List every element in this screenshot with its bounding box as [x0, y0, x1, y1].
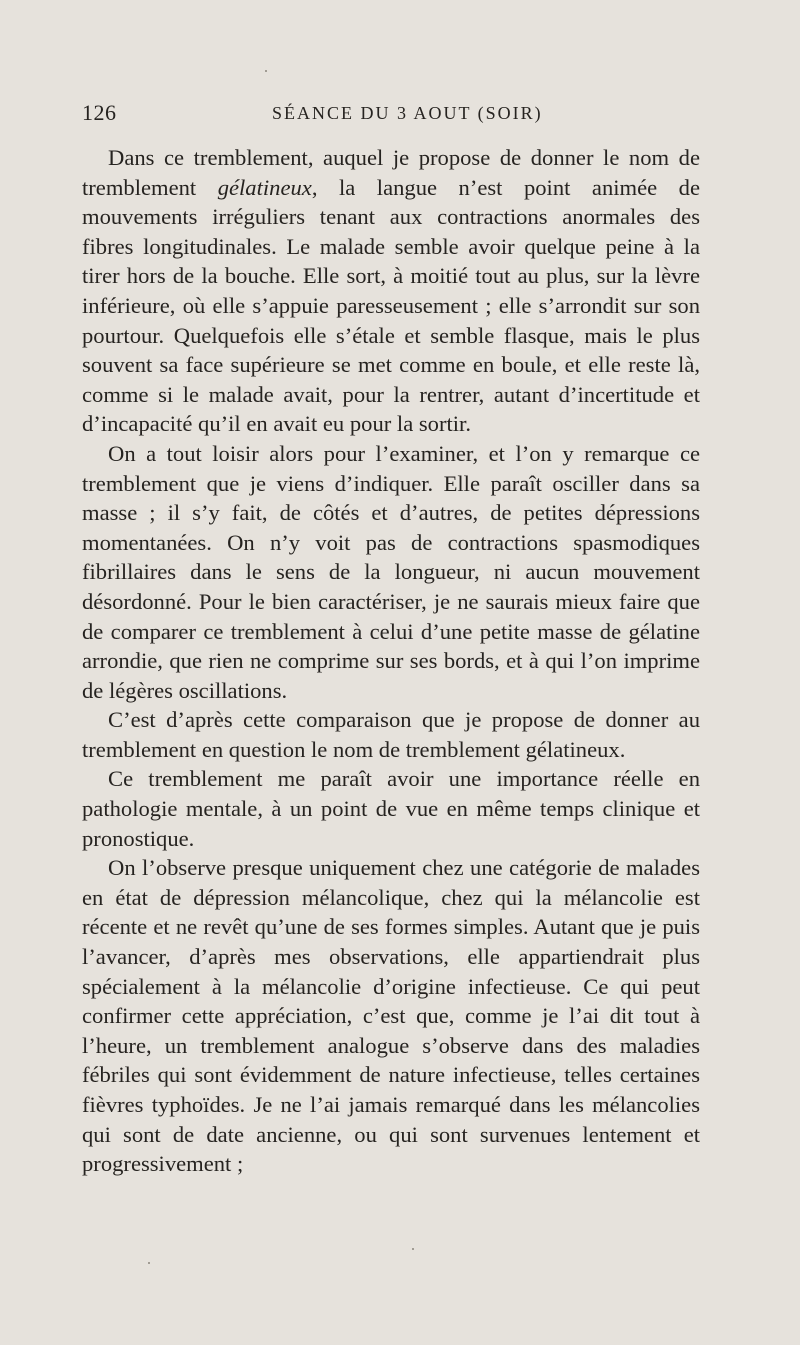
- paragraph-4: Ce tremblement me paraît avoir une importance réelle en pathologie mentale, à un point de vue en même temps clinique et pronostique.: [82, 766, 700, 851]
- paragraph-1-rest: , la langue n’est point animée de mouvements irréguliers tenant aux contractions anormales des fibres longitudinales. Le malade semble avoir quelque peine à la tirer hors de la bouche. Elle sort, à moitié tout au plus, sur la lèvre inférieure, où elle s’appuie paresseusement ; elle s’arrondit sur son pourtour. Quelquefois elle s’étale et semble flasque, mais le plus souvent sa face supérieure se met comme en boule, et elle reste là, comme si le malade avait, pour la rentrer, autant d’incertitude et d’incapacité qu’il en avait eu pour la sortir.: [82, 174, 700, 437]
- running-header: [82, 100, 718, 130]
- body-text: [82, 143, 700, 1179]
- page-number: 126: [82, 100, 117, 125]
- paragraph-1: [82, 143, 700, 439]
- paragraph-3: C’est d’après cette comparaison que je propose de donner au tremblement en question le nom de tremblement gélatineux.: [82, 707, 700, 762]
- italic-term-gelatineux: gélatineux: [217, 174, 312, 200]
- paragraph-5: On l’observe presque uniquement chez une catégorie de malades en état de dépression mélancolique, chez qui la mélancolie est récente et ne revêt qu’une de ses formes simples. Autant que je puis l’avancer, d’après mes observations, elle appartiendrait plus spécialement à la mélancolie d’origine infectieuse. Ce qui peut confirmer cette appréciation, c’est que, comme je l’ai dit tout à l’heure, un tremblement analogue s’observe dans des maladies fébriles qui sont évidemment de nature infectieuse, telles certaines fièvres typhoïdes. Je ne l’ai jamais remarqué dans les mélancolies qui sont de date ancienne, ou qui sont survenues lentement et progressivement ;: [82, 855, 700, 1177]
- paragraph-2: On a tout loisir alors pour l’examiner, et l’on y remarque ce tremblement que je viens d’indiquer. Elle paraît osciller dans sa masse ; il s’y fait, de côtés et d’autres, de petites dépressions momentanées. On n’y voit pas de contractions spasmodiques fibrillaires dans le sens de la longueur, ni aucun mouvement désordonné. Pour le bien caractériser, je ne saurais mieux faire que de comparer ce tremblement à celui d’une petite masse de gélatine arrondie, que rien ne comprime sur ses bords, et à qui l’on imprime de légères oscillations.: [82, 440, 700, 703]
- paper-speck: [412, 1248, 414, 1250]
- paper-speck: [265, 70, 267, 72]
- paragraph-1-start: Dans ce tremblement, auquel je propose de donner le nom de tremblement: [82, 145, 700, 200]
- running-header-title: SÉANCE DU 3 AOUT (SOIR): [272, 103, 543, 123]
- paper-speck: [148, 1262, 150, 1264]
